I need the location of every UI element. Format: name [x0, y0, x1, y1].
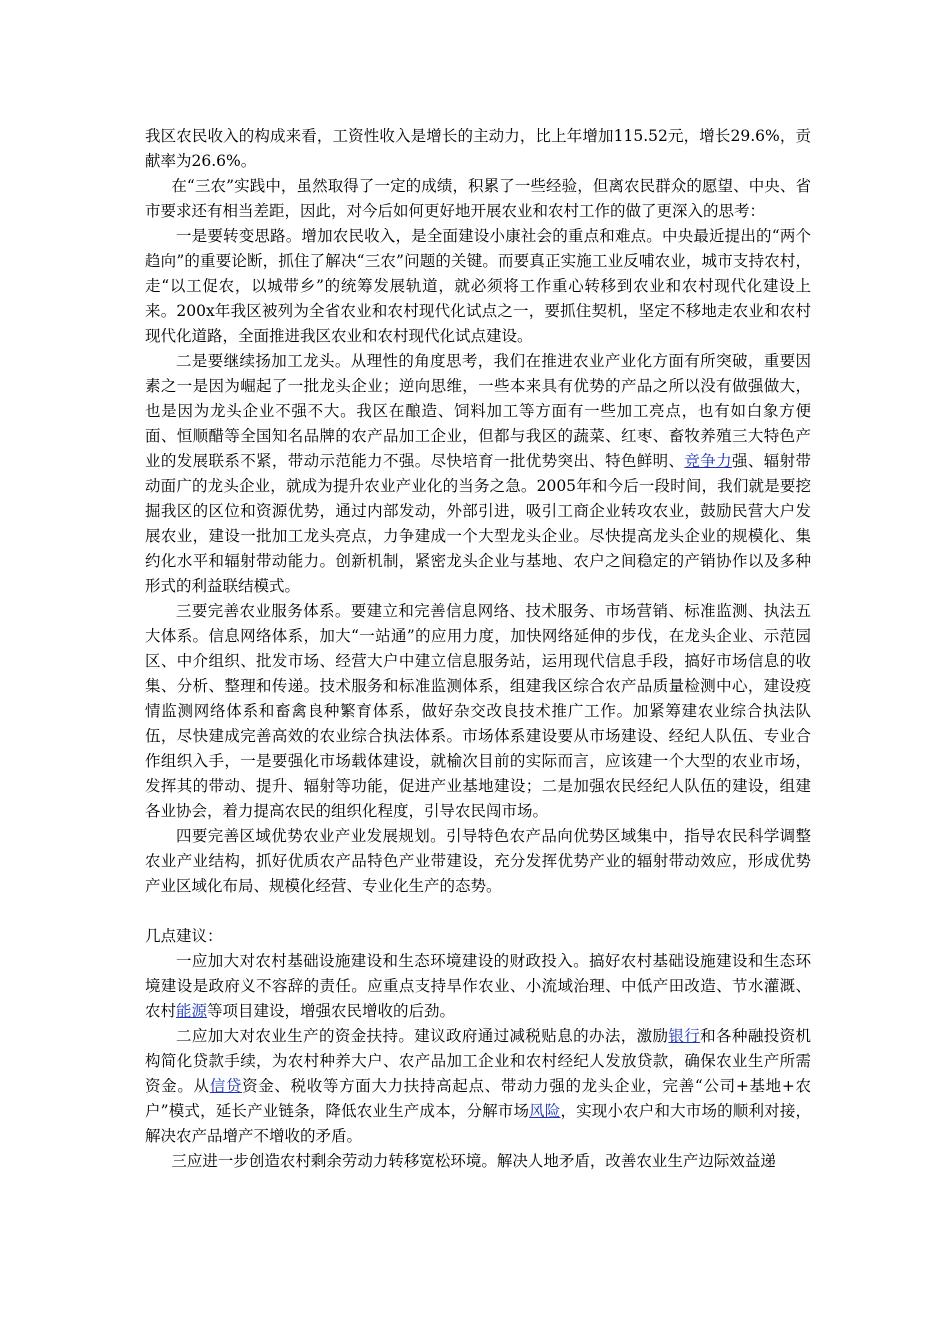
point-two-text-a: 二是要继续扬加工龙头。从理性的角度思考，我们在推进农业产业化方面有所突破，重要因素之一是因为崛起了一批龙头企业；逆向思维，一些本来具有优势的产品之所以没有做强做大，也是因为龙头企业不强不大。我区在酿造、饲料加工等方面有一些加工亮点，也有如白象方便面、恒顺醋等全国知名品牌的农产品加工企业，但都与我区的蔬菜、红枣、畜牧养殖三大特色产业的发展联系不紧，带动示范能力不强。尽快培育一批优势突出、特色鲜明、: [145, 352, 811, 470]
blank-line: [145, 899, 811, 924]
paragraph-income-summary: 我区农民收入的构成来看，工资性收入是增长的主动力，比上年增加115.52元，增长29.6%，贡献率为26.6%。: [145, 127, 811, 170]
link-credit[interactable]: 信贷: [209, 1077, 243, 1095]
paragraph-point-four: 四要完善区域优势农业产业发展规划。引导特色农产品向优势区域集中，指导农民科学调整农业产业结构，抓好优质农产品特色产业带建设，充分发挥优势产业的辐射带动效应，形成优势产业区域化布局、规模化经营、专业化生产的态势。: [145, 827, 811, 895]
link-energy[interactable]: 能源: [176, 1002, 208, 1020]
paragraph-suggestion-three: 三应进一步创造农村剩余劳动力转移宽松环境。解决人地矛盾，改善农业生产边际效益递: [171, 1152, 776, 1170]
paragraph-sannong-practice: 在“三农”实践中，虽然取得了一定的成绩，积累了一些经验，但离农民群众的愿望、中央、省市要求还有相当差距，因此，对今后如何更好地开展农业和农村工作的做了更深入的思考：: [145, 177, 811, 220]
paragraph-suggestion-two: [145, 1024, 811, 1149]
suggestion-two-text-b: 和各种融投资机构简化贷款手续，为农村种养大户、农产品加工企业和农村经纪人发放贷款，确保农业生产所需资金。从: [145, 1027, 811, 1095]
heading-suggestions: 几点建议：: [145, 927, 223, 945]
paragraph-point-one: 一是要转变思路。增加农民收入，是全面建设小康社会的重点和难点。中央最近提出的“两个趋向”的重要论断，抓住了解决“三农”问题的关键。而要真正实施工业反哺农业，城市支持农村，走“以工促农，以城带乡”的统筹发展轨道，就必须将工作重心转移到农业和农村现代化建设上来。200x年我区被列为全省农业和农村现代化试点之一，要抓住契机，坚定不移地走农业和农村现代化道路，全面推进我区农业和农村现代化试点建设。: [145, 227, 811, 345]
paragraph-point-three: 三要完善农业服务体系。要建立和完善信息网络、技术服务、市场营销、标准监测、执法五大体系。信息网络体系，加大“一站通”的应用力度，加快网络延伸的步伐，在龙头企业、示范园区、中介组织、批发市场、经营大户中建立信息服务站，运用现代信息手段，搞好市场信息的收集、分析、整理和传递。技术服务和标准监测体系，组建我区综合农产品质量检测中心，建设疫情监测网络体系和畜禽良种繁育体系，做好杂交改良技术推广工作。加紧筹建农业综合执法队伍，尽快建成完善高效的农业综合执法体系。市场体系建设要从市场建设、经纪人队伍、专业合作组织入手，一是要强化市场载体建设，就榆次目前的实际而言，应该建一个大型的农业市场，发挥其的带动、提升、辐射等功能，促进产业基地建设；二是加强农民经纪人队伍的建设，组建各业协会，着力提高农民的组织化程度，引导农民闯市场。: [145, 602, 811, 820]
suggestion-one-text-a: 一应加大对农村基础设施建设和生态环境建设的财政投入。搞好农村基础设施建设和生态环境建设是政府义不容辞的责任。应重点支持旱作农业、小流域治理、中低产田改造、节水灌溉、农村: [145, 952, 811, 1020]
suggestion-one-text-b: 等项目建设，增强农民增收的后劲。: [207, 1002, 456, 1020]
suggestion-two-text-c: 资金、税收等方面大力扶持高起点、带动力强的龙头企业，完善“公司+基地+农户”模式，延长产业链条，降低农业生产成本，分解市场: [145, 1077, 811, 1120]
document-page: [145, 124, 811, 1174]
link-risk[interactable]: 风险: [529, 1102, 561, 1120]
suggestion-two-text-d: ，实现小农户和大市场的顺利对接，解决农产品增产不增收的矛盾。: [145, 1102, 811, 1145]
link-bank[interactable]: 银行: [668, 1027, 701, 1045]
point-two-text-b: 强、辐射带动面广的龙头企业，就成为提升农业产业化的当务之急。2005年和今后一段时间，我们就是要挖掘我区的区位和资源优势，通过内部发动，外部引进，吸引工商企业转攻农业，鼓励民营大户发展农业，建设一批加工龙头亮点，力争建成一个大型龙头企业。尽快提高龙头企业的规模化、集约化水平和辐射带动能力。创新机制，紧密龙头企业与基地、农户之间稳定的产销协作以及多种形式的利益联结模式。: [145, 452, 811, 595]
paragraph-suggestion-one: [145, 949, 811, 1024]
paragraph-point-two: [145, 349, 811, 599]
suggestion-two-text-a: 二应加大对农业生产的资金扶持。建议政府通过减税贴息的办法，激励: [176, 1027, 669, 1045]
link-competitiveness[interactable]: 竞争力: [684, 452, 733, 470]
